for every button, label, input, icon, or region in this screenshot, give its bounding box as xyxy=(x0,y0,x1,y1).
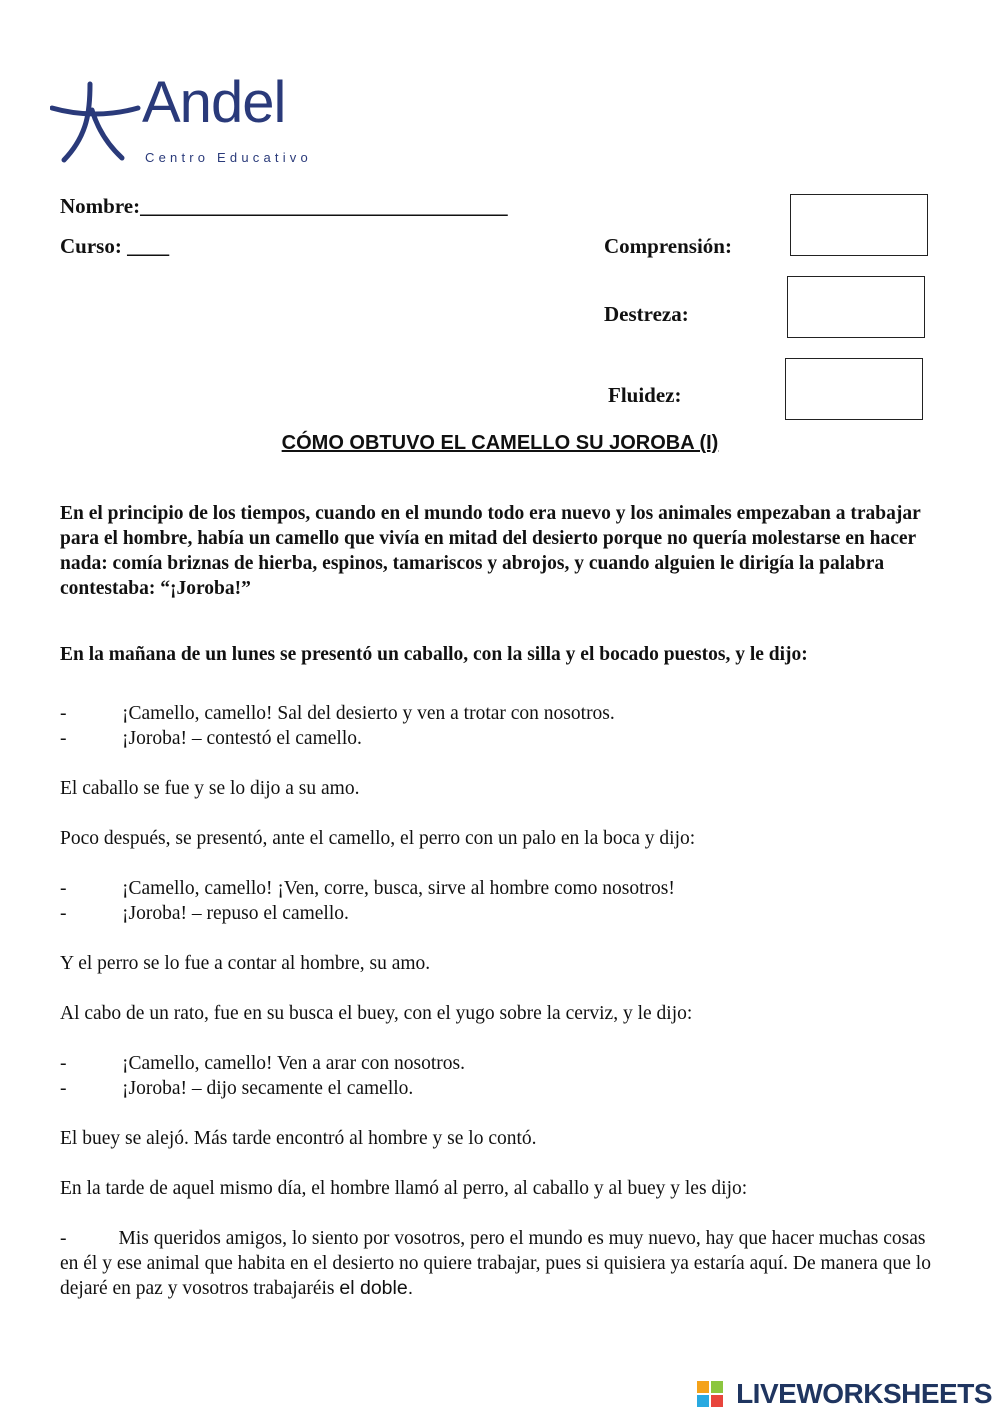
dialogue-line xyxy=(60,701,960,726)
curso-blank[interactable]: ____ xyxy=(127,234,170,258)
dialogue-dash: - xyxy=(60,878,67,899)
nombre-blank[interactable]: ___________________________________ xyxy=(140,194,508,218)
curso-label: Curso: xyxy=(60,234,122,258)
dialogue-text: ¡Joroba! – repuso el camello. xyxy=(122,903,349,924)
paragraph-dog-leaves: Y el perro se lo fue a contar al hombre, su amo. xyxy=(60,953,431,974)
dialogue-text: ¡Camello, camello! Ven a arar con nosotros. xyxy=(122,1053,465,1074)
dialogue-text: ¡Camello, camello! Sal del desierto y ven a trotar con nosotros. xyxy=(122,703,615,724)
liveworksheets-logo-icon xyxy=(697,1381,723,1412)
fluidez-box[interactable] xyxy=(785,358,923,420)
paragraph-man-speech xyxy=(60,1226,940,1301)
dialogue-line xyxy=(60,726,960,751)
nombre-label: Nombre: xyxy=(60,194,141,218)
dialogue-text: ¡Joroba! – contestó el camello. xyxy=(122,728,362,749)
dialogue-text: ¡Joroba! – dijo secamente el camello. xyxy=(122,1078,414,1099)
dialogue-text: ¡Camello, camello! ¡Ven, corre, busca, sirve al hombre como nosotros! xyxy=(122,878,675,899)
destreza-label: Destreza: xyxy=(604,302,689,326)
logo-name: Andel xyxy=(142,70,286,135)
dialogue-dash: - xyxy=(60,728,67,749)
curso-row xyxy=(60,236,169,257)
andel-logo-icon xyxy=(50,80,142,165)
man-speech-end: el doble. xyxy=(339,1277,414,1299)
liveworksheets-watermark: LIVEWORKSHEETS xyxy=(736,1378,992,1409)
comprension-label: Comprensión: xyxy=(604,234,732,258)
fluidez-label: Fluidez: xyxy=(608,383,682,407)
dialogue-dash: - xyxy=(60,1228,67,1249)
nombre-row xyxy=(60,196,508,217)
paragraph-intro: En el principio de los tiempos, cuando en el mundo todo era nuevo y los animales empezaban a trabajar para el hombre, había un camello que vivía en mitad del desierto porque no quería molestarse en hacer nada: comía briznas de hierba, espinos, tamariscos y abrojos, y cuando alguien le dirigía la palabra contestaba: “¡Joroba!” xyxy=(60,503,921,599)
paragraph-horse-arrives: En la mañana de un lunes se presentó un caballo, con la silla y el bocado puestos, y le dijo: xyxy=(60,644,808,665)
comprension-box[interactable] xyxy=(790,194,928,256)
paragraph-ox-leaves: El buey se alejó. Más tarde encontró al hombre y se lo contó. xyxy=(60,1128,537,1149)
dialogue-line xyxy=(60,1076,960,1101)
dialogue-line xyxy=(60,1051,960,1076)
dialogue-dash: - xyxy=(60,703,67,724)
paragraph-ox-arrives: Al cabo de un rato, fue en su busca el buey, con el yugo sobre la cerviz, y le dijo: xyxy=(60,1003,693,1024)
dialogue-line xyxy=(60,876,960,901)
logo-subtitle: Centro Educativo xyxy=(145,150,312,165)
dialogue-dash: - xyxy=(60,1053,67,1074)
man-speech-text: Mis queridos amigos, lo siento por vosotros, pero el mundo es muy nuevo, hay que hacer muchas cosas en él y ese animal que habita en el desierto no quiere trabajar, pues si quisiera ya estaría aquí. De manera que lo dejaré en paz y vosotros trabajaréis xyxy=(60,1228,931,1299)
paragraph-man-speaks: En la tarde de aquel mismo día, el hombre llamó al perro, al caballo y al buey y les dijo: xyxy=(60,1178,748,1199)
paragraph-dog-arrives: Poco después, se presentó, ante el camello, el perro con un palo en la boca y dijo: xyxy=(60,828,696,849)
story-title: CÓMO OBTUVO EL CAMELLO SU JOROBA (I) xyxy=(281,432,719,454)
paragraph-horse-leaves: El caballo se fue y se lo dijo a su amo. xyxy=(60,778,360,799)
dialogue-line xyxy=(60,901,960,926)
dialogue-dash: - xyxy=(60,903,67,924)
destreza-box[interactable] xyxy=(787,276,925,338)
dialogue-dash: - xyxy=(60,1078,67,1099)
